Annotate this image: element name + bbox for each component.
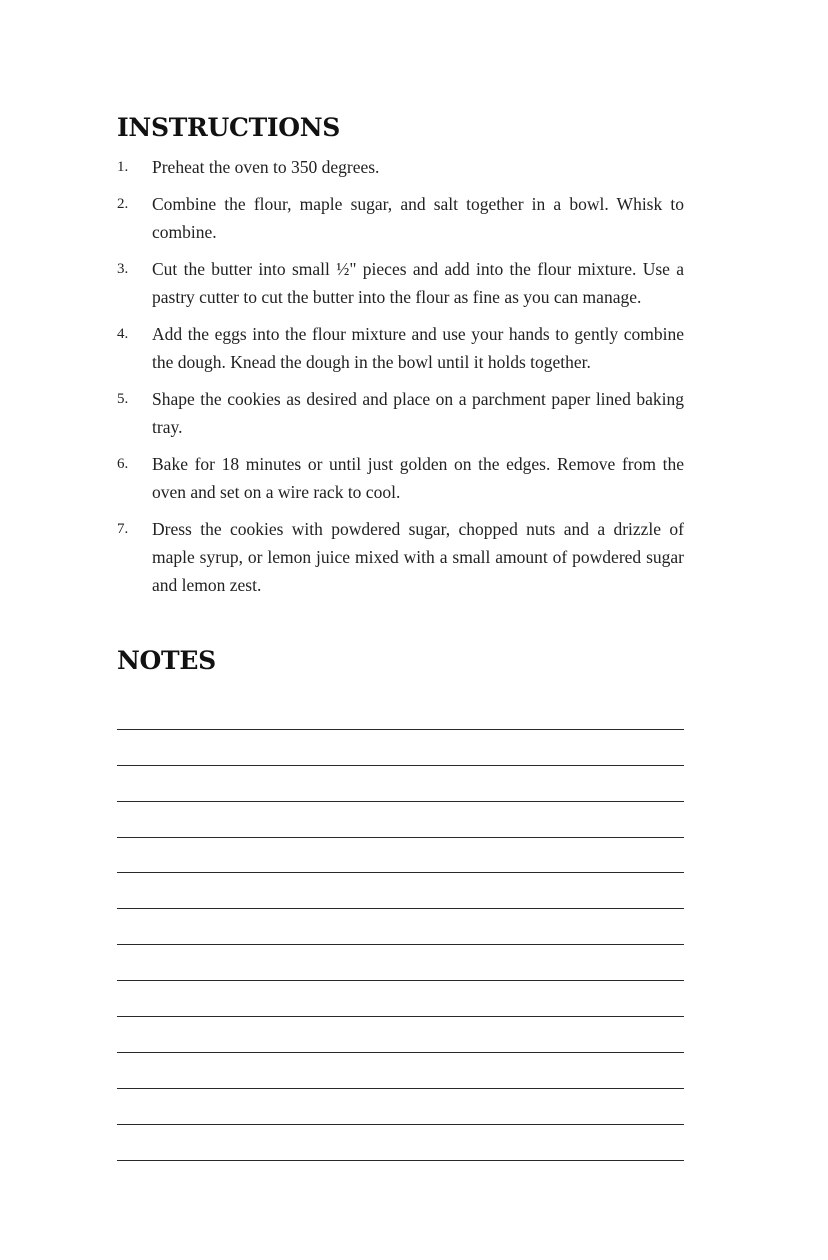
step-number: 5. xyxy=(117,391,129,407)
step-number: 3. xyxy=(117,261,129,277)
step-text: Bake for 18 minutes or until just golden on the edges. Remove from the oven and set on a wire rack to cool. xyxy=(152,454,684,502)
instruction-step-2 xyxy=(117,190,684,246)
instructions-list xyxy=(117,153,684,608)
instruction-step-7 xyxy=(117,515,684,599)
note-line xyxy=(117,766,684,802)
step-text: Add the eggs into the flour mixture and use your hands to gently combine the dough. Knead the dough in the bowl until it holds together. xyxy=(152,324,684,372)
step-number: 1. xyxy=(117,159,129,175)
step-number: 7. xyxy=(117,521,129,537)
step-number: 6. xyxy=(117,456,129,472)
step-text: Cut the butter into small ½" pieces and add into the flour mixture. Use a pastry cutter to cut the butter into the flour as fine as you can manage. xyxy=(152,259,684,307)
note-line xyxy=(117,873,684,909)
note-line xyxy=(117,1053,684,1089)
note-line xyxy=(117,1125,684,1161)
step-number: 4. xyxy=(117,326,129,342)
note-line xyxy=(117,945,684,981)
step-text: Preheat the oven to 350 degrees. xyxy=(152,157,380,177)
instruction-step-4 xyxy=(117,320,684,376)
note-line xyxy=(117,802,684,838)
notes-heading: NOTES xyxy=(117,646,216,675)
step-number: 2. xyxy=(117,196,129,212)
note-line xyxy=(117,1017,684,1053)
instruction-step-5 xyxy=(117,385,684,441)
step-text: Dress the cookies with powdered sugar, chopped nuts and a drizzle of maple syrup, or lemon juice mixed with a small amount of powdered sugar and lemon zest. xyxy=(152,519,684,595)
instruction-step-3 xyxy=(117,255,684,311)
instruction-step-6 xyxy=(117,450,684,506)
note-line xyxy=(117,909,684,945)
notes-writing-area xyxy=(117,694,684,1161)
note-line xyxy=(117,838,684,874)
instructions-heading: INSTRUCTIONS xyxy=(117,113,341,142)
note-line xyxy=(117,730,684,766)
instruction-step-1 xyxy=(117,153,684,181)
note-line xyxy=(117,981,684,1017)
step-text: Combine the flour, maple sugar, and salt together in a bowl. Whisk to combine. xyxy=(152,194,684,242)
note-line xyxy=(117,1089,684,1125)
note-line xyxy=(117,694,684,730)
step-text: Shape the cookies as desired and place on a parchment paper lined baking tray. xyxy=(152,389,684,437)
